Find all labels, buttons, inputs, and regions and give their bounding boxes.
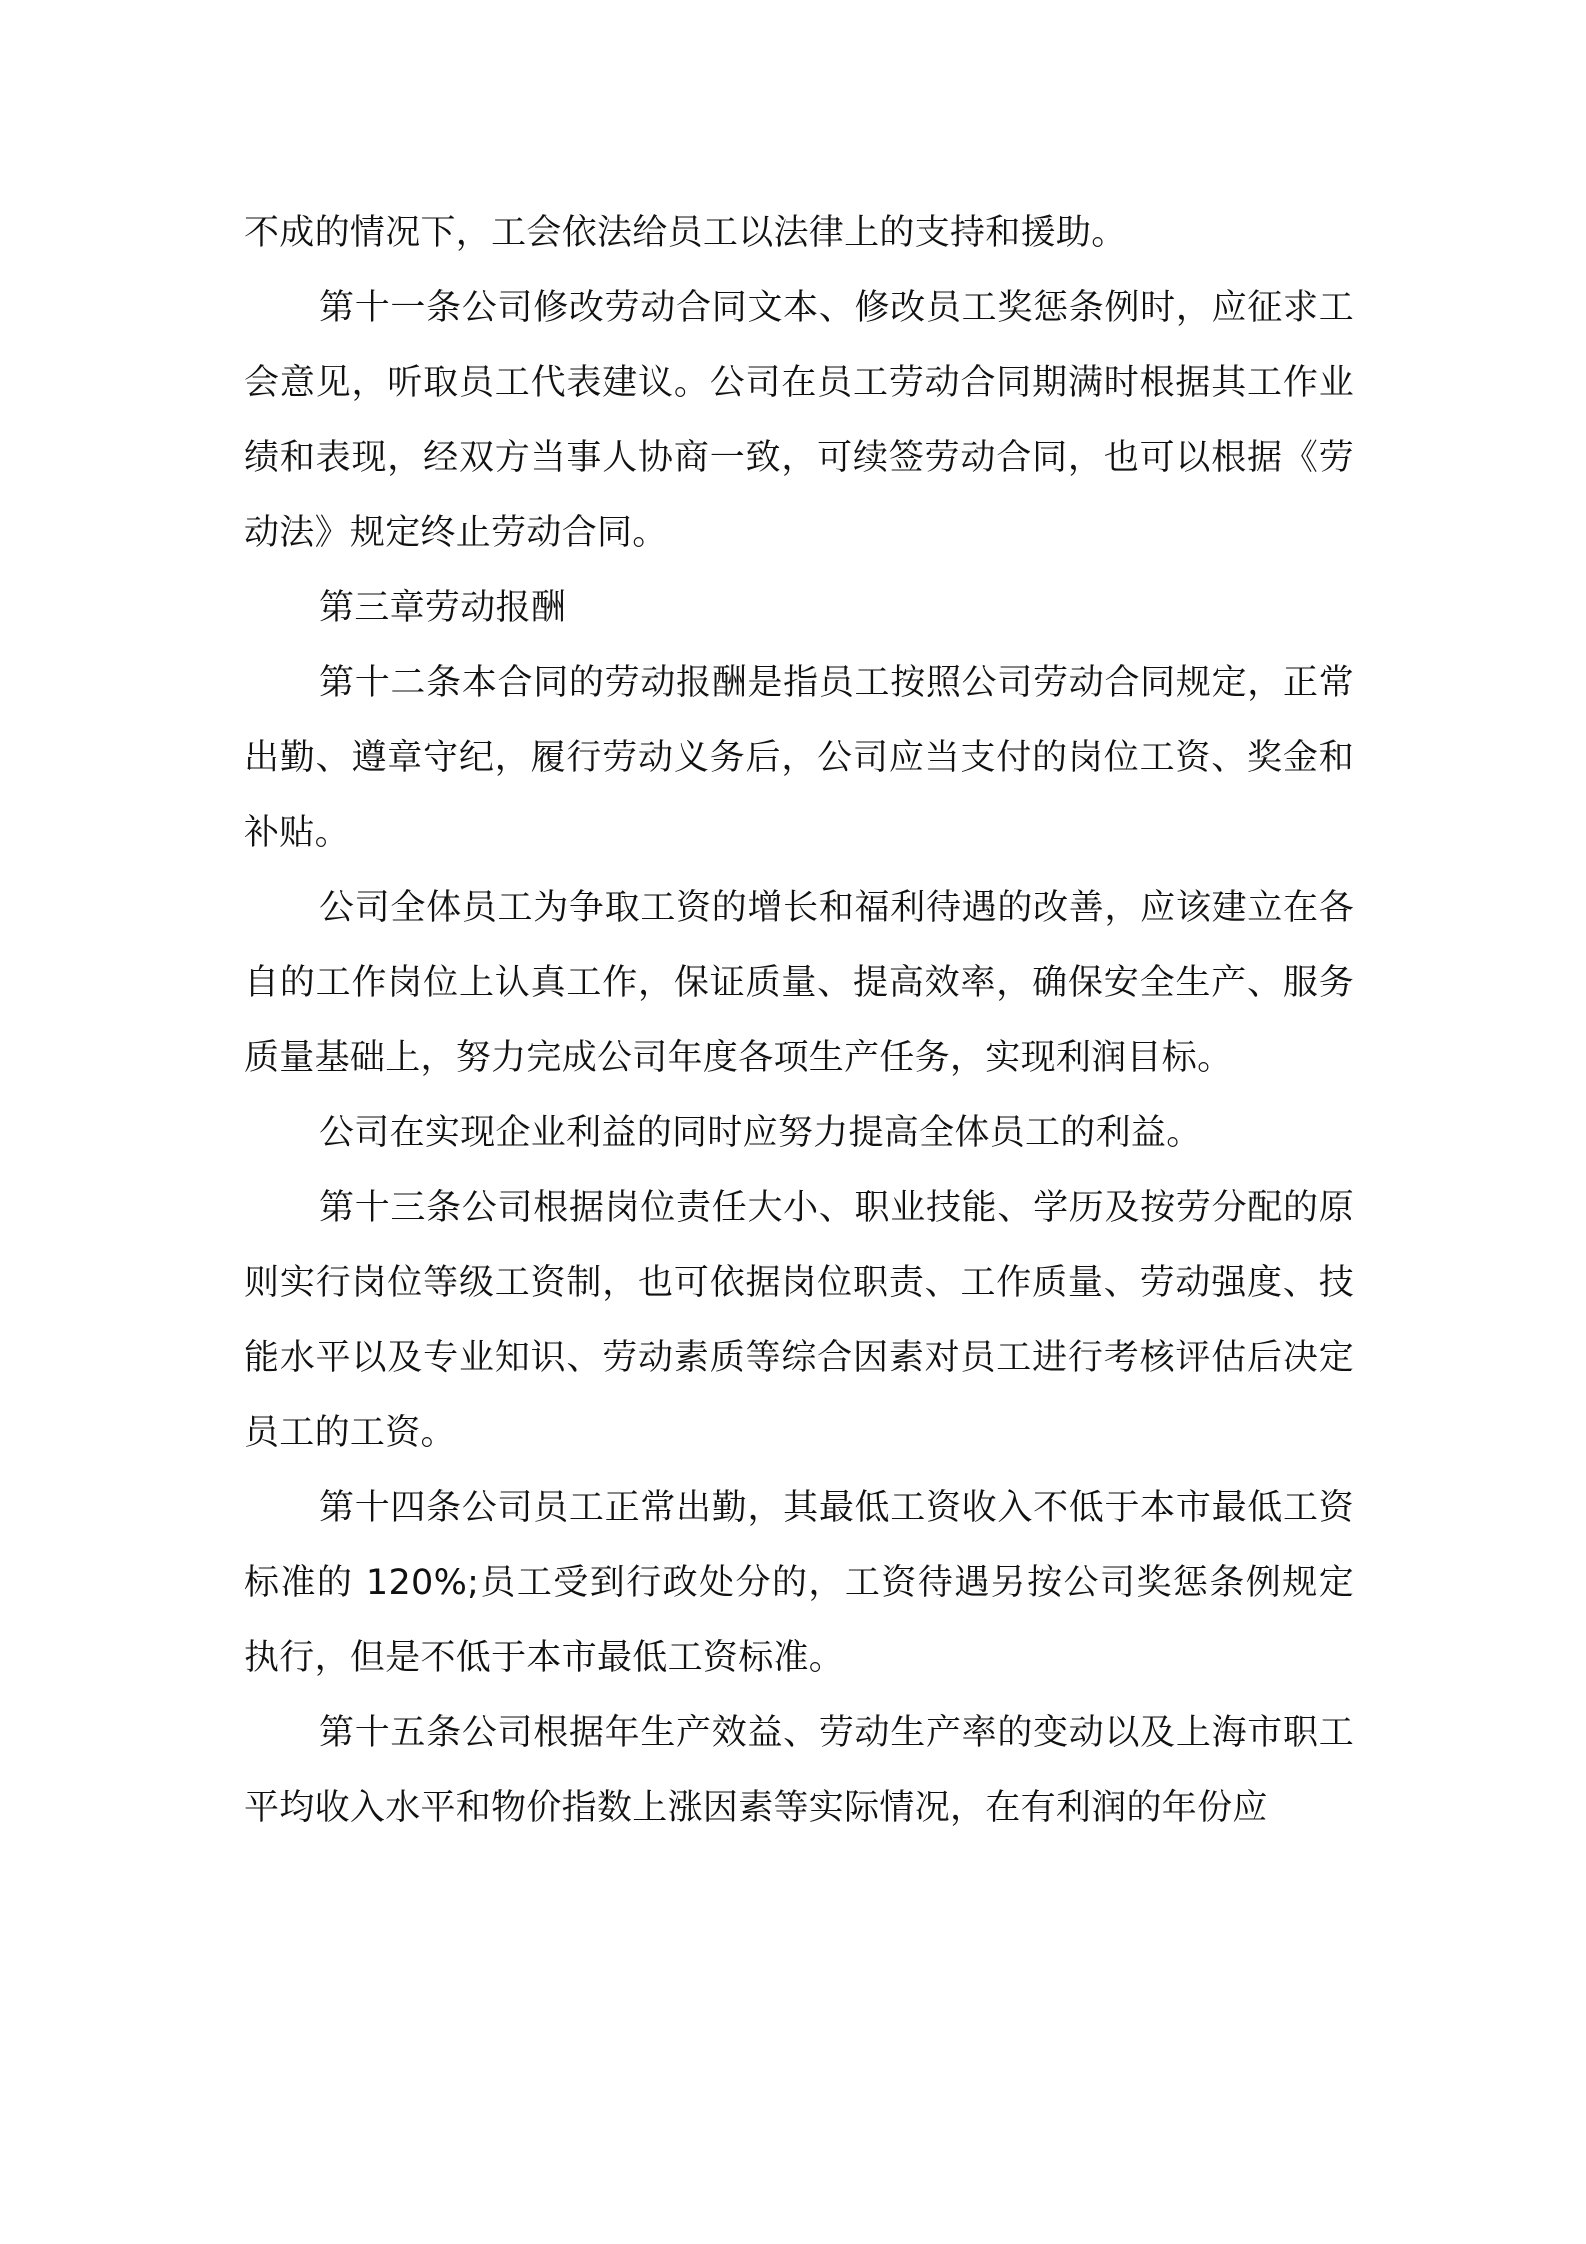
chapter-heading-3: 第三章劳动报酬 (319, 588, 567, 628)
paragraph-article-11: 第十一条公司修改劳动合同文本、修改员工奖惩条例时，应征求工会意见，听取员工代表建议。公司在员工劳动合同期满时根据其工作业绩和表现，经双方当事人协商一致，可续签劳动合同，也可以根据《劳动法》规定终止劳动合同。 (244, 288, 1354, 553)
paragraph-article-12: 第十二条本合同的劳动报酬是指员工按照公司劳动合同规定，正常出勤、遵章守纪，履行劳动义务后，公司应当支付的岗位工资、奖金和补贴。 (244, 663, 1354, 853)
document-body (244, 196, 1354, 1846)
paragraph-article-13: 第十三条公司根据岗位责任大小、职业技能、学历及按劳分配的原则实行岗位等级工资制，也可依据岗位职责、工作质量、劳动强度、技能水平以及专业知识、劳动素质等综合因素对员工进行考核评估后决定员工的工资。 (244, 1188, 1354, 1453)
paragraph-wage-growth: 公司全体员工为争取工资的增长和福利待遇的改善，应该建立在各自的工作岗位上认真工作，保证质量、提高效率，确保安全生产、服务质量基础上，努力完成公司年度各项生产任务，实现利润目标。 (244, 888, 1354, 1078)
paragraph-continuation: 不成的情况下，工会依法给员工以法律上的支持和援助。 (244, 213, 1127, 253)
paragraph-article-14: 第十四条公司员工正常出勤，其最低工资收入不低于本市最低工资标准的 120%;员工受到行政处分的，工资待遇另按公司奖惩条例规定执行，但是不低于本市最低工资标准。 (244, 1488, 1354, 1678)
paragraph-article-15: 第十五条公司根据年生产效益、劳动生产率的变动以及上海市职工平均收入水平和物价指数上涨因素等实际情况，在有利润的年份应 (244, 1713, 1354, 1828)
paragraph-employee-benefits: 公司在实现企业利益的同时应努力提高全体员工的利益。 (319, 1113, 1202, 1153)
